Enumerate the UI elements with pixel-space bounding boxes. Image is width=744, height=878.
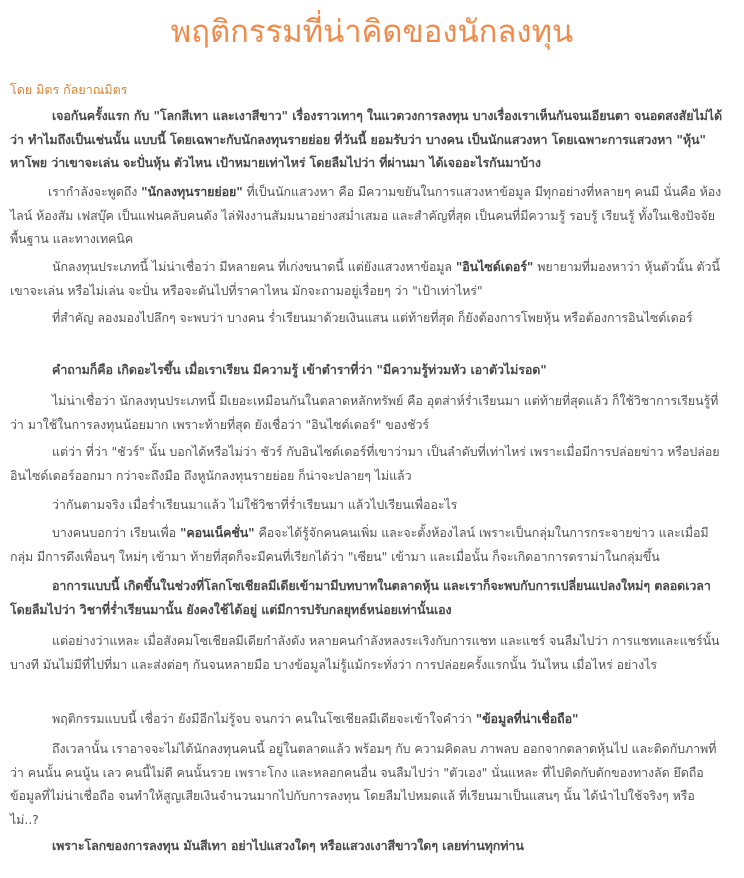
paragraph-2-emphasis: "นักลงทุนรายย่อย" — [141, 184, 243, 199]
paragraph-9-text-b: คือจะได้รู้จักคนคนเพิ่ม และจะตั้งห้องไลน์ เพราะเป็นกลุ่มในการกระจายข่าว และเมื่อมีกลุ่ม มีการดึงเพื่อนๆ ใหม่ๆ เข้ามา ท้ายที่สุดก็จะมีคนที่เรียกได้ว่า "เซียน" เข้ามา และเมื่อนั้น ก็จะเกิดอาการดราม่าในกลุ่มขึ้น — [10, 525, 709, 564]
paragraph-10: อาการแบบนี้ เกิดขึ้นในช่วงที่โลกโซเชียลมีเดียเข้ามามีบทบาทในตลาดหุ้น และเราก็จะพบกับการเปลี่ยนแปลงใหม่ๆ ตลอดเวลา โดยลืมไปว่า วิชาที่ร่ำเรียนมานั้น ยังคงใช้ได้อยู่ แต่มีการปรับกลยุทธ์หน่อยเท่านั้นเอง — [10, 578, 711, 617]
paragraph-7: แต่ว่า ที่ว่า "ชัวร์" นั้น บอกได้หรือไม่ว่า ชัวร์ กับอินไซด์เดอร์ที่เขาว่ามา เป็นลำดับที่เท่าไหร่ เพราะเมื่อมีการปล่อยข่าว หรือปล่อยอินไซด์เดอร์ออกมา กว่าจะถึงมือ ถึงหูนักลงทุนรายย่อย ก็น่าจะปลายๆ ไม่แล้ว — [10, 444, 720, 483]
paragraph-12-text: พฤติกรรมแบบนี้ เชื่อว่า ยังมีอีกไม่รู้จบ จนกว่า คนในโซเชียลมีเดียจะเข้าใจคำว่า — [52, 711, 476, 726]
paragraph-2 — [10, 180, 722, 251]
paragraph-2-text-b: ที่เป็นนักแสวงหา คือ มีความขยันในการแสวงหาข้อมูล มีทุกอย่างที่หลายๆ คนมี นั่นคือ ห้องไลน์ ห้องสัม เฟสบุ๊ค เป็นแฟนคลับคนดัง ไล่ฟังงานสัมมนาอย่างสม่ำเสมอ และสำคัญที่สุด เป็นคนที่มีความรู้ รอบรู้ เรียนรู้ ทั้งในเชิงปัจจัยพื้นฐาน และทางเทคนิค — [10, 184, 722, 246]
paragraph-11: แต่อย่างว่าแหละ เมื่อสังคมโซเชียลมีเดียกำลังดัง หลายคนกำลังหลงระเริงกับการแชท และแชร์ จนลืมไปว่า การแชทและแชร์นั้น บางที มันไม่มีที่ไปที่มา และส่งต่อๆ กันจนหลายมือ บางข้อมูลไม่รู้แม้กระทั่งว่า การปล่อยครั้งแรกนั้น วันไหน เมื่อไหร่ อย่างไร — [10, 633, 720, 672]
paragraph-3-text-b: พยายามที่มองหาว่า หุ้นตัวนั้น ตัวนี้ เขาจะเล่น หรือไม่เล่น จะปั่น หรือจะดันไปที่ราคาไหน มักจะถามอยู่เรื่อยๆ ว่า "เป้าเท่าไหร่" — [10, 259, 720, 298]
paragraph-3-text-a: นักลงทุนประเภทนี้ ไม่น่าเชื่อว่า มีหลายคน ที่เก่งขนาดนี้ แต่ยังแสวงหาข้อมูล — [52, 259, 456, 274]
paragraph-6: ไม่น่าเชื่อว่า นักลงทุนประเภทนี้ มีเยอะเหมือนกันในตลาดหลักทรัพย์ คือ อุตส่าห์ร่ำเรียนมา แต่ท้ายที่สุดแล้ว ก็ใช้วิชาการเรียนรู้ที่ว่า มาใช้ในการลงทุนน้อยมาก เพราะท้ายที่สุด ยังเชื่อว่า "อินไซด์เดอร์" ของชัวร์ — [10, 393, 719, 432]
paragraph-9-text-a: บางคนบอกว่า เรียนเพื่อ — [52, 525, 180, 540]
paragraph-9 — [10, 521, 722, 568]
paragraph-3-emphasis: "อินไซด์เดอร์" — [455, 259, 534, 274]
paragraph-2-text-a: เรากำลังจะพูดถึง — [48, 184, 142, 199]
author-byline: โดย มิตร กัลยาณมิตร — [10, 82, 128, 97]
paragraph-9-emphasis: "คอนเน็คชั่น" — [179, 525, 255, 540]
paragraph-8: ว่ากันตามจริง เมื่อร่ำเรียนมาแล้ว ไม่ใช้วิชาที่ร่ำเรียนมา แล้วไปเรียนเพื่ออะไร — [52, 497, 458, 512]
paragraph-12 — [10, 707, 722, 731]
article-title: พฤติกรรมที่น่าคิดของนักลงทุน — [170, 14, 574, 50]
paragraph-1: เจอกันครั้งแรก กับ "โลกสีเทา และเงาสีขาว" เรื่องราวเทาๆ ในแวดวงการลงทุน บางเรื่องเราเห็นกันจนเอียนตา จนอดสงสัยไม่ได้ว่า ทำไมถึงเป็นเช่นนั้น แบบนี้ โดยเฉพาะกับนักลงทุนรายย่อย ที่วันนี้ ยอมรับว่า บางคน เป็นนักแสวงหา โดยเฉพาะการแสวงหา "หุ้น" หาโพย ว่าเขาจะเล่น จะปั่นหุ้น ตัวไหน เป้าหมายเท่าไหร่ โดยลืมไปว่า ที่ผ่านมา ได้เจออะไรกันมาบ้าง — [10, 108, 722, 170]
paragraph-3 — [10, 255, 722, 302]
paragraph-13: ถึงเวลานั้น เราอาจจะไม่ได้นักลงทุนคนนี้ อยู่ในตลาดแล้ว พร้อมๆ กับ ความคิดลบ ภาพลบ ออกจากตลาดหุ้นไป และติดกับภาพที่ว่า คนนั้น คนนู้น เลว คนนี้ไม่ดี คนนั้นรวย เพราะโกง และหลอกคนอื่น จนลืมไปว่า "ตัวเอง" นั่นแหละ ที่ไปติดกับดักของทางลัด ยึดถือข้อมูลที่ไม่น่าเชื่อถือ จนทำให้สูญเสียเงินจำนวนมากไปกับการลงทุน โดยลืมไปหมดแล้ ที่เรียนมาเป็นแสนๆ นั้น ได้นำไปใช้จริงๆ หรือไม่..? — [10, 741, 717, 827]
paragraph-14: เพราะโลกของการลงทุน มันสีเทา อย่าไปแสวงใดๆ หรือแสวงเงาสีขาวใดๆ เลยท่านทุกท่าน — [52, 838, 524, 853]
paragraph-4: ที่สำคัญ ลองมองไปลึกๆ จะพบว่า บางคน ร่ำเรียนมาด้วยเงินแสน แต่ท้ายที่สุด ก็ยังต้องการโพยหุ้น หรือต้องการอินไซด์เดอร์ — [52, 310, 693, 325]
paragraph-5: คำถามก็คือ เกิดอะไรขึ้น เมื่อเราเรียน มีความรู้ เข้าตำราที่ว่า "มีความรู้ท่วมหัว เอาตัวไม่รอด" — [52, 362, 547, 377]
paragraph-12-emphasis: "ข้อมูลที่น่าเชื่อถือ" — [475, 711, 579, 726]
